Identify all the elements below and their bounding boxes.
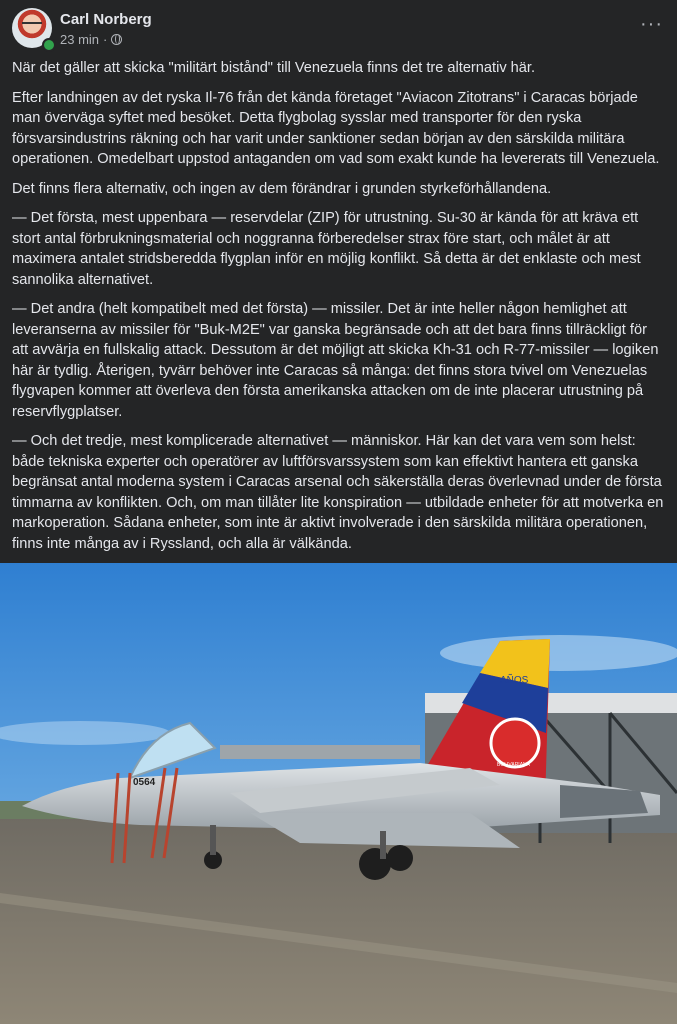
nose-number: 0564	[133, 777, 156, 788]
author-name[interactable]: Carl Norberg	[60, 11, 152, 28]
post-paragraph: — Det andra (helt kompatibelt med det första) — missiler. Det är inte heller någon hemlighet att leveranserna av missiler för "Buk-M2E" var ganska begränsade och att det bara finns tillräckligt för att avvärja en fullskalig attack. Dessutom är det möjligt att skicka Kh-31 och R-77-missiler — logiken här är tydlig. Återigen, tyvärr behöver inte Caracas så många: det finns stora tvivel om Venezuelas flygvapen kommer att överleva den första amerikanska attacken om de inte placerar utrustning på reservflygplatser.	[12, 301, 659, 420]
online-status-icon	[42, 38, 56, 52]
globe-icon[interactable]	[111, 34, 122, 45]
more-horizontal-icon[interactable]: ···	[640, 13, 663, 35]
fighter-jet-image	[0, 563, 677, 1024]
post-header	[0, 0, 677, 56]
post-paragraph: — Och det tredje, mest komplicerade alternativet — människor. Här kan det vara vem som helst: både tekniska experter och operatörer av luftförsvarssystem som kan effektivt hantera ett ganska begränsat antal moderna system i Caracas arsenal och säkerställa deras överlevnad under de första timmarna av konflikten. Och, om man tillåter lite konspiration — utbildade enheter för att motverka en markoperation. Sådana enheter, som inte är aktivt involverade i den särskilda militära operationen, finns inte många av i Ryssland, och alla är välkända.	[12, 433, 664, 552]
post-meta	[60, 32, 122, 47]
post-paragraph: Efter landningen av det ryska Il-76 från det kända företaget "Aviacon Zitotrans" i Caracas började man överväga syftet med besöket. Detta flygbolag sysslar med transporter för den ryska försvarsindustrins räkning och har varit under sanktioner sedan början av den särskilda militära operationen. Omedelbart uppstod antaganden om vad som exakt kunde ha levererats till Venezuela.	[12, 89, 660, 167]
post-timestamp[interactable]: 23 min	[60, 32, 100, 47]
meta-separator: ·	[103, 32, 108, 47]
tail-text: AÑOS	[500, 675, 529, 686]
post-text	[12, 58, 664, 563]
post-paragraph: Det finns flera alternativ, och ingen av dem förändrar i grunden styrkeförhållandena.	[12, 180, 552, 197]
post-photo[interactable]	[0, 563, 677, 1024]
tail-text-lower: BOLIVARIANA	[497, 762, 530, 768]
post-paragraph: — Det första, mest uppenbara — reservdelar (ZIP) för utrustning. Su-30 är kända för att kräva ett stort antal förbrukningsmaterial och noggranna förberedelser strax före start, och målet är att maximera antalet stridsberedda flygplan inför en möjlig konflikt. Så detta är det enklaste och mest sannolika alternativet.	[12, 210, 641, 288]
post-paragraph: När det gäller att skicka "militärt bistånd" till Venezuela finns det tre alternativ här.	[12, 60, 536, 76]
